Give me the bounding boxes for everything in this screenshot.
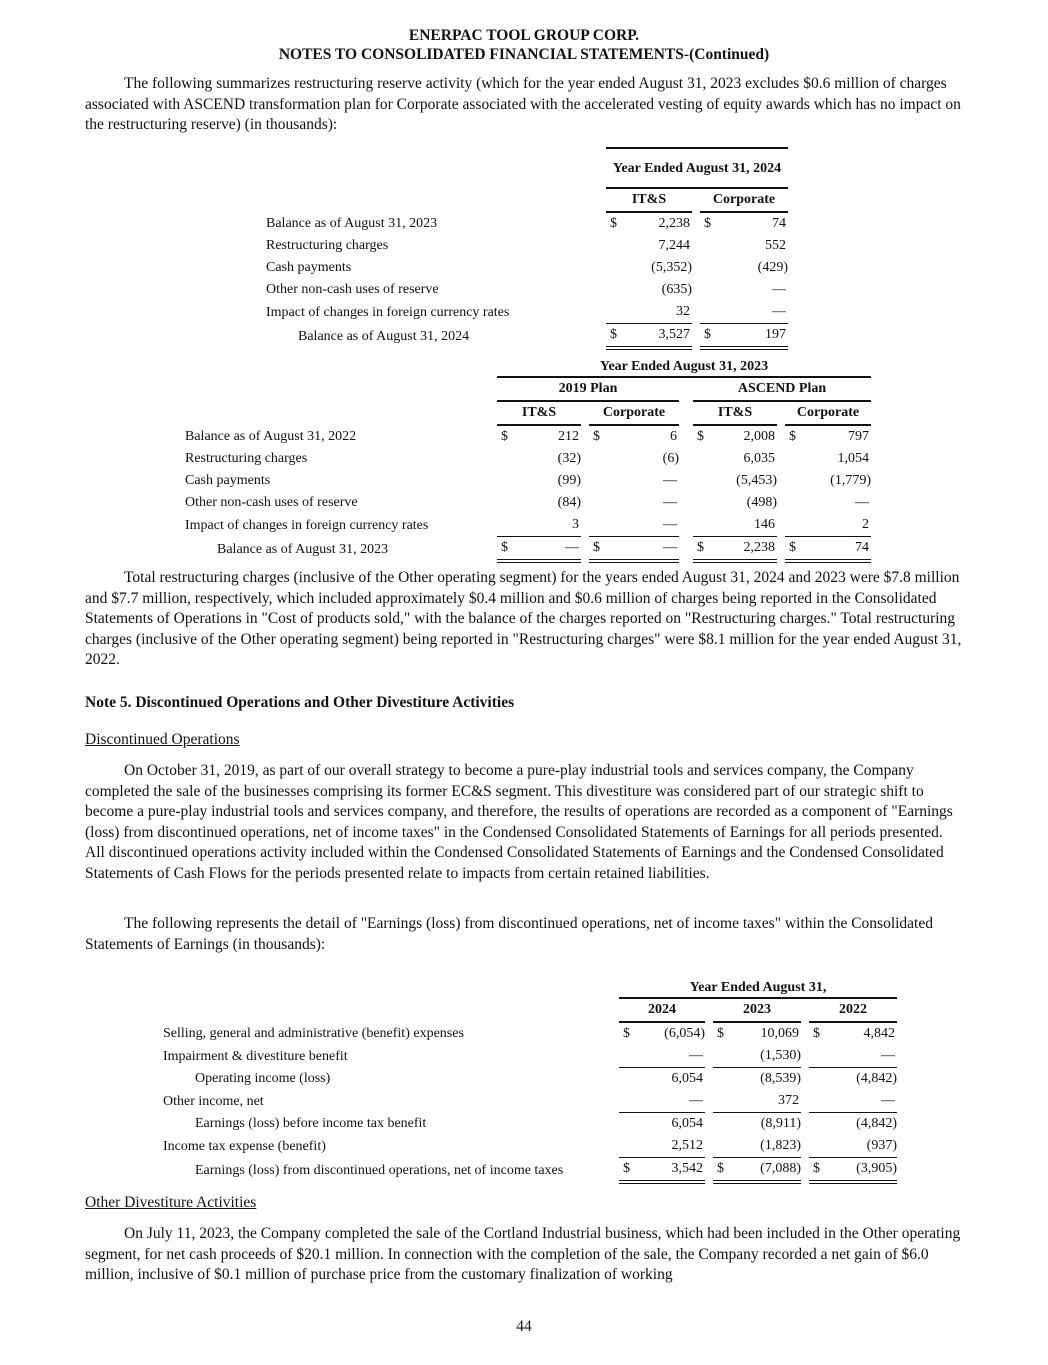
table-row: Earnings (loss) before income tax benefit 6,054 (8,911) (4,842) <box>195 1116 897 1131</box>
table-row: Cash payments (99) — (5,453) (1,779) <box>185 473 871 488</box>
other-divestiture-heading: Other Divestiture Activities <box>85 1194 257 1211</box>
plan-header-2019: 2019 Plan <box>497 378 679 402</box>
table-row: Balance as of August 31, 2022 $ 212 $ 6 $ 2,008 $ 797 <box>185 429 869 444</box>
restructuring-table-2024 <box>266 147 788 350</box>
table-row: Selling, general and administrative (benefit) expenses $ (6,054) $ 10,069 $ 4,842 <box>163 1026 895 1041</box>
table-row: Other non-cash uses of reserve (635) — <box>266 282 786 297</box>
table-row: Restructuring charges 7,244 552 <box>266 238 786 253</box>
table-row: Other non-cash uses of reserve (84) — (498) — <box>185 495 869 510</box>
page-number: 44 <box>516 1318 532 1335</box>
plan-header-ascend: ASCEND Plan <box>693 378 871 402</box>
table-row: Balance as of August 31, 2023 $ — $ — $ 2,238 $ 74 <box>185 537 871 563</box>
document-subtitle: NOTES TO CONSOLIDATED FINANCIAL STATEMENTS-(Continued) <box>278 46 770 63</box>
note5-title: Note 5. Discontinued Operations and Other Divestiture Activities <box>85 694 515 711</box>
table-row: Restructuring charges (32) (6) 6,035 1,054 <box>185 451 869 466</box>
table-row: Balance as of August 31, 2023 $ 2,238 $ 74 <box>266 216 786 231</box>
discontinued-ops-table: Year Ended August 31, 2024 2023 2022 Selling, general and administrative (benefit) expenses $ (6,054) $ 10,069 $ 4,842 Impairment & divestiture benefit — (1,530) — Operating income (loss) 6,054 (8,539) (4,842) Other income, net — 372 — Earnings (loss) before income tax benefit 6,054 (8,911) (4,842) Income tax expense (benefit) 2,512 (1,823) (937) Earnings (loss) from discontinued operations, net of income taxes $ 3,542 $ (7,088) $ (3,905) <box>163 977 897 1184</box>
period-header: Year Ended August 31, <box>619 977 897 999</box>
table-row: Other income, net — 372 — <box>163 1090 897 1113</box>
discontinued-paragraph: On October 31, 2019, as part of our overall strategy to become a pure-play industrial tools and services company, the Company completed the sale of the businesses comprising its former EC&S segment. This divestiture was considered part of our strategic shift to become a pure-play industrial tools and services company, and therefore, the results of operations are recorded as a component of "Earnings (loss) from discontinued operations, net of income taxes" in the Condensed Consolidated Statements of Earnings for all periods presented. All discontinued operations activity included within the Condensed Consolidated Statements of Earnings and the Condensed Consolidated Statements of Cash Flows for the periods presented relate to impacts from certain retained liabilities. <box>85 762 953 882</box>
company-name: ENERPAC TOOL GROUP CORP. <box>408 27 640 44</box>
table-row: Impact of changes in foreign currency rates 32 — <box>266 301 788 324</box>
table-row: Impact of changes in foreign currency rates 3 — 146 2 <box>185 514 871 537</box>
table-row: Cash payments (5,352) (429) <box>266 260 788 275</box>
intro-paragraph: The following summarizes restructuring reserve activity (which for the year ended August 31, 2023 excludes $0.6 million of charges associated with ASCEND transformation plan for Corporate associated with the accelerated vesting of equity awards which has no impact on the restructuring reserve) (in thousands): <box>85 75 961 133</box>
other-divestiture-paragraph: On July 11, 2023, the Company completed the sale of the Cortland Industrial business, which had been included in the Other operating segment, for net cash proceeds of $20.1 million. In connection with the completion of the sale, the Company recorded a net gain of $6.0 million, inclusive of $0.1 million of purchase price from the customary finalization of working <box>85 1225 961 1283</box>
table-row: Impairment & divestiture benefit — (1,530) — <box>163 1045 897 1068</box>
table-row: Earnings (loss) from discontinued operations, net of income taxes $ 3,542 $ (7,088) $ (3,905) <box>163 1158 897 1184</box>
detail-intro-paragraph: The following represents the detail of "Earnings (loss) from discontinued operations, net of income taxes" within the Consolidated Statements of Earnings (in thousands): <box>85 915 933 953</box>
discontinued-heading: Discontinued Operations <box>85 731 240 748</box>
column-header: IT&S <box>606 189 692 213</box>
restructuring-paragraph: Total restructuring charges (inclusive of the Other operating segment) for the years ended August 31, 2024 and 2023 were $7.8 million and $7.7 million, respectively, which included approximately $0.4 million and $0.6 million of charges being reported in the Consolidated Statements of Operations in "Cost of products sold," with the balance of the charges reported on "Restructuring charges." Total restructuring charges (inclusive of the Other operating segment) being reported in "Restructuring charges" were $8.1 million for the year ended August 31, 2022. <box>85 569 962 668</box>
restructuring-table-2023: Year Ended August 31, 2023 2019 Plan ASCEND Plan IT&S Corporate IT&S Corporate Balance as of August 31, 2022 $ 212 $ 6 $ 2,008 $ 797 Restructuring charges (32) (6) 6,035 1,054 Cash payments (99) — (5,453) (1,779) Other non-cash uses of reserve (84) — (498) — Impact of changes in foreign currency rates 3 — 146 2 Balance as of August 31, 2023 $ — $ — $ 2,238 $ 74 <box>185 356 871 563</box>
table-row: Balance as of August 31, 2024 $ 3,527 $ 197 <box>266 324 788 350</box>
column-header: Corporate <box>700 189 788 213</box>
table-row: Operating income (loss) 6,054 (8,539) (4,842) <box>195 1071 897 1086</box>
period-header: Year Ended August 31, 2023 <box>497 356 871 378</box>
table-row: Income tax expense (benefit) 2,512 (1,823) (937) <box>163 1135 897 1158</box>
period-header: Year Ended August 31, 2024 <box>606 147 788 189</box>
